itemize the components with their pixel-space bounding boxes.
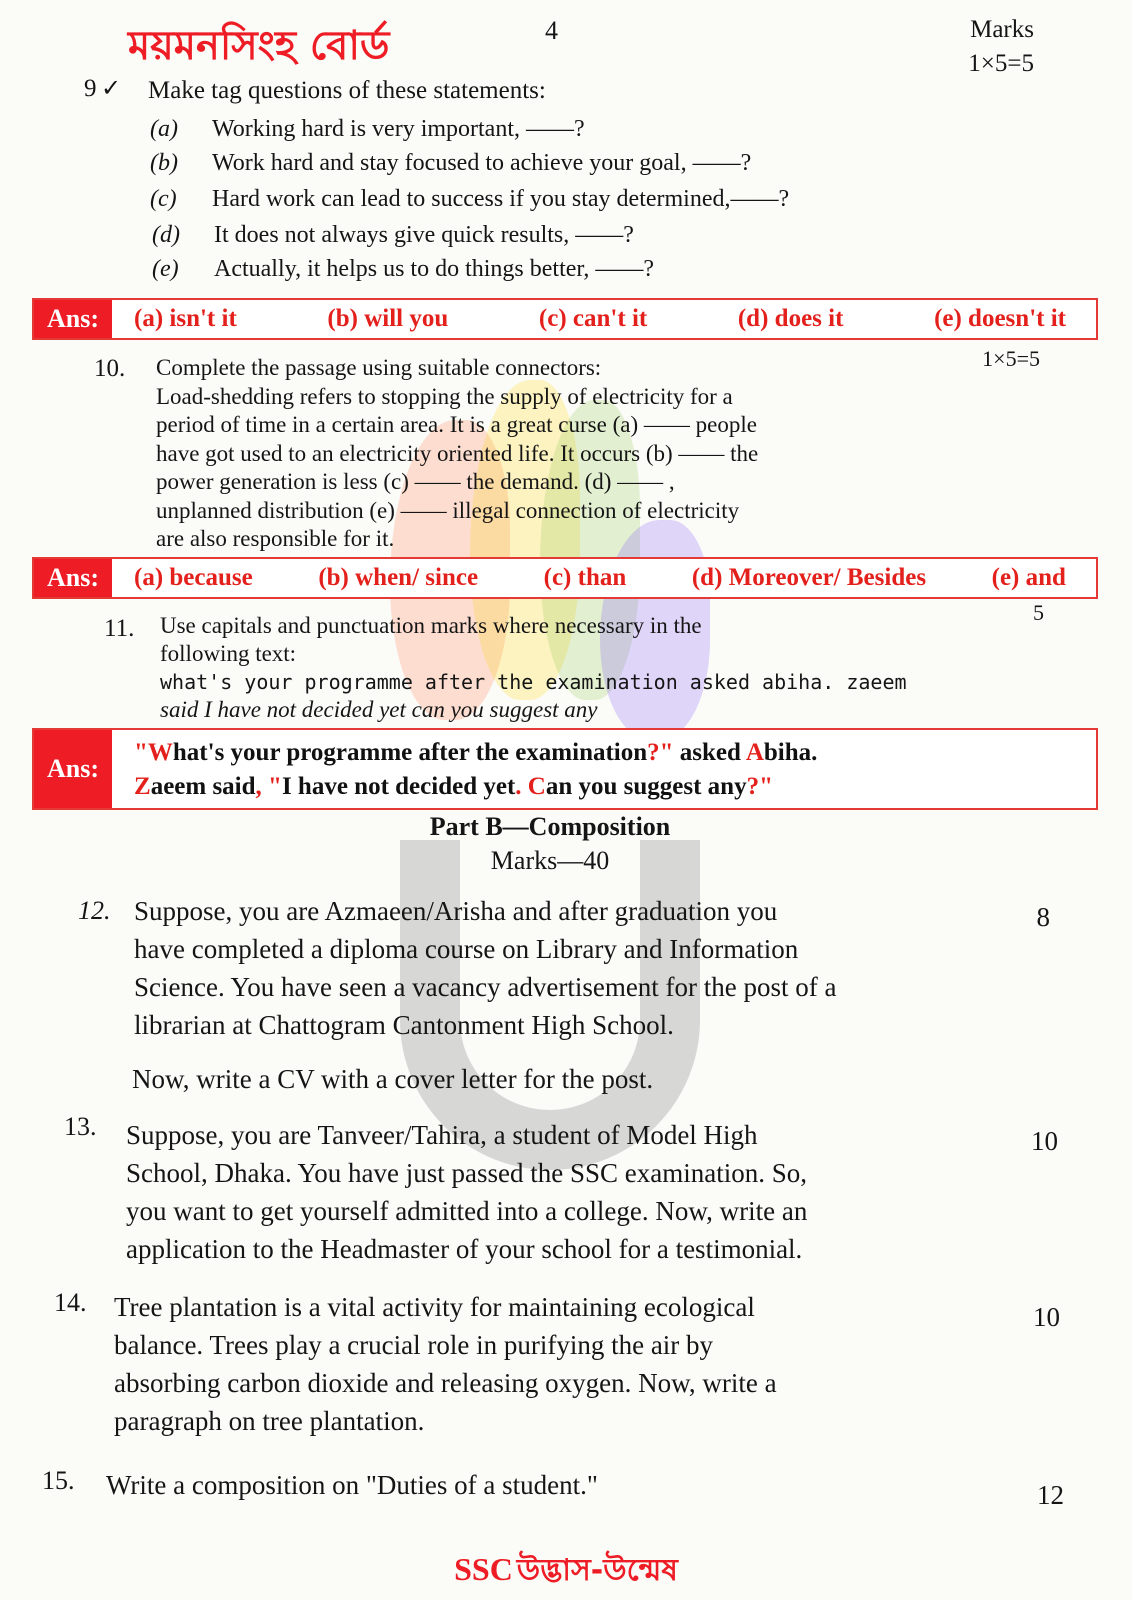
q10-line: are also responsible for it. — [156, 526, 395, 551]
footer-brand — [0, 1546, 1132, 1597]
q14-line: paragraph on tree plantation. — [114, 1406, 425, 1436]
q9-item — [150, 116, 585, 143]
q14-marks: 10 — [1033, 1302, 1060, 1332]
q9-number: 9 — [84, 75, 97, 102]
q13-number: 13. — [64, 1112, 97, 1141]
q10-line: period of time in a certain area. It is a great curse (a) —— people — [156, 412, 757, 437]
q11-text — [160, 612, 920, 724]
q12-line: Science. You have seen a vacancy advertisement for the post of a — [134, 972, 837, 1002]
q12-number: 12. — [78, 896, 111, 925]
q12-marks: 8 — [1036, 902, 1050, 932]
marks-value: 1×5=5 — [968, 50, 1034, 77]
q9-answer: (e) doesn't it — [934, 305, 1066, 332]
footer-ssc: SSC — [454, 1551, 513, 1587]
q9-item-letter: (d) — [152, 222, 180, 248]
q10-answer: (a) because — [134, 564, 253, 591]
q9-item — [152, 222, 634, 249]
q10-line: have got used to an electricity oriented life. It occurs (b) —— the — [156, 440, 759, 466]
q9-item-text: It does not always give quick results, ——? — [214, 222, 634, 248]
q10-marks: 1×5=5 — [982, 346, 1040, 371]
q9-item-letter: (b) — [150, 150, 178, 176]
q10-passage — [156, 354, 916, 554]
q11-answer-line1: "What's your programme after the examination?" asked Abiha. — [134, 739, 818, 766]
q13-line: you want to get yourself admitted into a college. Now, write an — [126, 1196, 808, 1226]
q11-answer-line2: Zaeem said, "I have not decided yet. Can you suggest any?" — [134, 773, 773, 800]
q13-marks: 10 — [1031, 1126, 1058, 1156]
q9-answer-box — [32, 298, 1098, 340]
q9-prompt: Make tag questions of these statements: — [148, 77, 546, 104]
q9-answer: (c) can't it — [538, 305, 648, 332]
q14-number: 14. — [54, 1288, 87, 1317]
q13-line: Suppose, you are Tanveer/Tahira, a student of Model High — [126, 1120, 758, 1150]
q10-answer: (c) than — [543, 564, 627, 591]
q11-number: 11. — [104, 615, 135, 642]
q12-line: have completed a diploma course on Library and Information — [134, 934, 799, 964]
q11-line: Use capitals and punctuation marks where necessary in the — [160, 613, 702, 638]
q10-answer-box — [32, 557, 1098, 599]
q9-answer: (b) will you — [327, 305, 449, 332]
q9-item — [150, 150, 751, 177]
q9-item-letter: (c) — [150, 186, 177, 212]
answer-label: Ans: — [34, 559, 112, 597]
q15-number: 15. — [42, 1466, 75, 1495]
q9-item-letter: (a) — [150, 116, 178, 142]
q9-item-letter: (e) — [152, 256, 179, 282]
q10-line: unplanned distribution (e) —— illegal connection of electricity — [156, 497, 740, 523]
q10-line: power generation is less (c) —— the demand. (d) —— , — [156, 469, 675, 494]
q10-line: Complete the passage using suitable connectors: — [156, 355, 602, 380]
q12-text — [134, 892, 924, 1044]
q10-line: Load-shedding refers to stopping the supply of electricity for a — [156, 383, 733, 409]
q11-line: said I have not decided yet can you suggest any — [160, 697, 598, 722]
q11-line: following text: — [160, 641, 297, 666]
q9-item-text: Hard work can lead to success if you stay determined,——? — [212, 186, 790, 212]
q11-marks: 5 — [1033, 600, 1044, 625]
q12-tail: Now, write a CV with a cover letter for the post. — [132, 1064, 654, 1094]
q11-line: what's your programme after the examination asked abiha. zaeem — [160, 670, 907, 694]
answer-label: Ans: — [34, 300, 112, 338]
board-title: ময়মনসিংহ বোর্ড — [128, 23, 390, 69]
q9-answer: (d) does it — [737, 305, 844, 332]
q14-line: Tree plantation is a vital activity for maintaining ecological — [114, 1292, 755, 1322]
q13-line: application to the Headmaster of your school for a testimonial. — [126, 1234, 803, 1264]
q9-item — [150, 186, 789, 213]
q10-number: 10. — [94, 355, 126, 382]
check-icon: ✓ — [101, 76, 122, 102]
q11-answer — [134, 736, 817, 804]
q13-line: School, Dhaka. You have just passed the SSC examination. So, — [126, 1158, 807, 1188]
q9-item-text: Work hard and stay focused to achieve your goal, ——? — [212, 150, 752, 176]
q14-line: balance. Trees play a crucial role in purifying the air by — [114, 1330, 714, 1360]
part-b-title: Part B—Composition — [429, 812, 671, 841]
q10-answer: (e) and — [991, 564, 1066, 591]
q9-answer: (a) isn't it — [134, 305, 237, 332]
q10-answer: (b) when/ since — [318, 564, 479, 591]
page-number: 4 — [545, 16, 558, 45]
q14-line: absorbing carbon dioxide and releasing oxygen. Now, write a — [114, 1368, 777, 1398]
q9-item-text: Actually, it helps us to do things better, ——? — [214, 256, 655, 282]
q10-answer: (d) Moreover/ Besides — [691, 564, 927, 591]
answer-label: Ans: — [34, 730, 112, 808]
q9-item-text: Working hard is very important, ——? — [212, 116, 585, 142]
q11-answer-box — [32, 728, 1098, 810]
q9-item — [152, 256, 654, 283]
q13-text — [126, 1116, 926, 1268]
q12-line: librarian at Chattogram Cantonment High School. — [134, 1010, 674, 1040]
footer-bangla: উদ্ভাস-উন্মেষ — [516, 1553, 678, 1588]
q15-text: Write a composition on "Duties of a student." — [106, 1470, 598, 1500]
q15-marks: 12 — [1037, 1480, 1064, 1510]
marks-label: Marks — [970, 16, 1034, 43]
q14-text — [114, 1288, 926, 1440]
q12-line: Suppose, you are Azmaeen/Arisha and after graduation you — [134, 896, 778, 926]
part-b-marks: Marks—40 — [490, 846, 610, 875]
